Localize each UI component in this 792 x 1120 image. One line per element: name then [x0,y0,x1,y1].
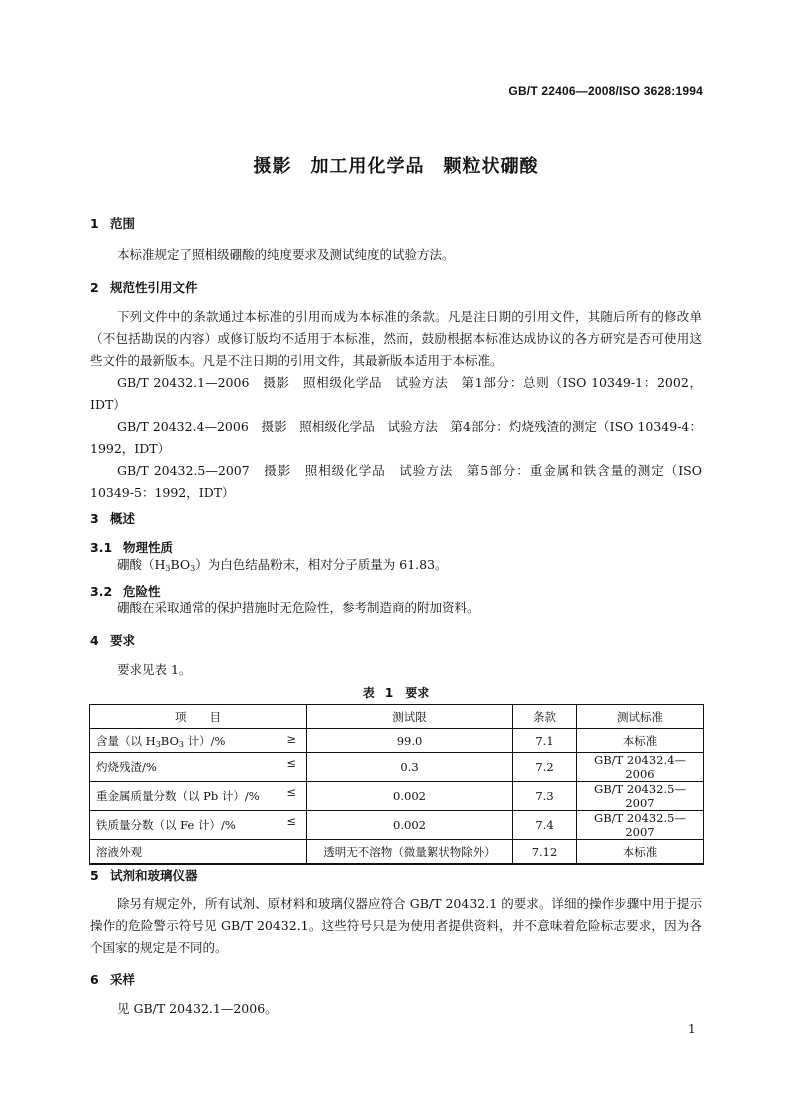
section-4-body: 要求见表 1。 [117,662,192,677]
reference-5: GB/T 20432.5—2007 摄影 照相级化学品 试验方法 第5部分：重金属和铁含量的测定（ISO 10349-5：1992，IDT） [90,463,702,500]
header-clause: 条款 [513,705,577,729]
section-6-body: 见 GB/T 20432.1—2006。 [117,1001,278,1016]
cell-limit: 99.0 [307,729,513,753]
subscript: 3 [190,564,196,573]
section-title: 物理性质 [123,540,174,555]
section-1-heading [90,214,135,232]
text-run: BO [160,733,179,748]
section-number: 1 [90,216,99,231]
text-run: 铁质量分数（以 Fe 计）/% [96,818,236,832]
cell-clause: 7.1 [513,729,577,753]
comparison-symbol: ≤ [286,785,296,799]
reference-4: GB/T 20432.4—2006 摄影 照相级化学品 试验方法 第4部分：灼烧残渣的测定（ISO 10349-4：1992，IDT） [90,419,702,456]
header-method: 测试标准 [577,705,704,729]
cell-item [90,753,307,782]
cell-item [90,811,307,840]
table-row [90,840,704,865]
section-2-heading [90,278,198,296]
comparison-symbol: ≥ [286,732,296,746]
cell-method: 本标准 [577,729,704,753]
section-title: 采样 [110,972,136,987]
cell-clause: 7.4 [513,811,577,840]
subscript: 3 [165,564,171,573]
section-title: 要求 [110,633,136,648]
text-run: BO [170,557,191,572]
section-number: 6 [90,972,99,987]
section-number: 2 [90,280,99,295]
table-header-row [90,705,704,729]
section-number: 3.2 [90,584,113,599]
table-row [90,811,704,840]
section-5-body: 除另有规定外，所有试剂、原材料和玻璃仪器应符合 GB/T 20432.1 的要求。详细的操作步骤中用于提示操作的危险警示符号见 GB/T 20432.1。这些符号只是为使用者提供资料，并不意味着危险标志要求，因为各个国家的规定是不同的。 [90,896,702,955]
cell-limit: 透明无不溶物（微量絮状物除外） [307,840,513,865]
cell-method: GB/T 20432.5—2007 [577,782,704,811]
text-run: ）为白色结晶粉末，相对分子质量为 61.83。 [195,557,448,572]
section-6-heading [90,970,135,988]
cell-method: 本标准 [577,840,704,865]
section-number: 5 [90,868,99,883]
table-row [90,729,704,753]
text-run: 含量（以 H [96,733,156,748]
section-1-body: 本标准规定了照相级硼酸的纯度要求及测试纯度的试验方法。 [117,247,455,262]
reference-1: GB/T 20432.1—2006 摄影 照相级化学品 试验方法 第1部分：总则（ISO 10349-1：2002，IDT） [90,375,702,412]
standard-code: GB/T 22406—2008/ISO 3628:1994 [508,84,703,98]
requirements-table [89,704,704,865]
text-run: 溶液外观 [96,844,142,859]
section-title: 概述 [110,511,136,526]
cell-limit: 0.002 [307,811,513,840]
comparison-symbol: ≤ [286,756,296,770]
cell-limit: 0.002 [307,782,513,811]
cell-limit: 0.3 [307,753,513,782]
text-run: 硼酸（H [117,557,166,572]
section-title: 规范性引用文件 [110,280,198,295]
cell-item [90,840,307,865]
section-3-heading [90,509,135,527]
comparison-symbol: ≤ [286,814,296,828]
section-title: 危险性 [123,584,161,599]
page-number: 1 [688,1022,696,1036]
text-run: 计）/% [183,733,226,748]
header-limit: 测试限 [307,705,513,729]
subscript: 3 [155,739,161,749]
section-number: 3.1 [90,540,113,555]
cell-item [90,782,307,811]
section-4-heading [90,631,135,649]
section-3-2-body: 硼酸在采取通常的保护措施时无危险性，参考制造商的附加资料。 [117,600,480,615]
header-item: 项 目 [90,705,307,729]
section-number: 4 [90,633,99,648]
section-3-1-body [90,554,702,576]
section-title: 范围 [110,216,136,231]
table-row [90,782,704,811]
cell-item [90,729,307,753]
subscript: 3 [178,739,184,749]
section-title: 试剂和玻璃仪器 [110,868,198,883]
cell-method: GB/T 20432.5—2007 [577,811,704,840]
section-5-heading [90,866,198,884]
page-title: 摄影 加工用化学品 颗粒状硼酸 [253,156,539,177]
section-number: 3 [90,511,99,526]
cell-clause: 7.3 [513,782,577,811]
text-run: 重金属质量分数（以 Pb 计）/% [96,789,260,803]
section-2-body: 下列文件中的条款通过本标准的引用而成为本标准的条款。凡是注日期的引用文件，其随后所有的修改单（不包括勘误的内容）或修订版均不适用于本标准，然而，鼓励根据本标准达成协议的各方研究是否可使用这些文件的最新版本。凡是不注日期的引用文件，其最新版本适用于本标准。 [90,309,702,368]
table-caption: 表 1 要求 [362,686,430,700]
cell-clause: 7.2 [513,753,577,782]
cell-clause: 7.12 [513,840,577,865]
table-row [90,753,704,782]
text-run: 灼烧残渣/% [96,760,157,774]
cell-method: GB/T 20432.4—2006 [577,753,704,782]
